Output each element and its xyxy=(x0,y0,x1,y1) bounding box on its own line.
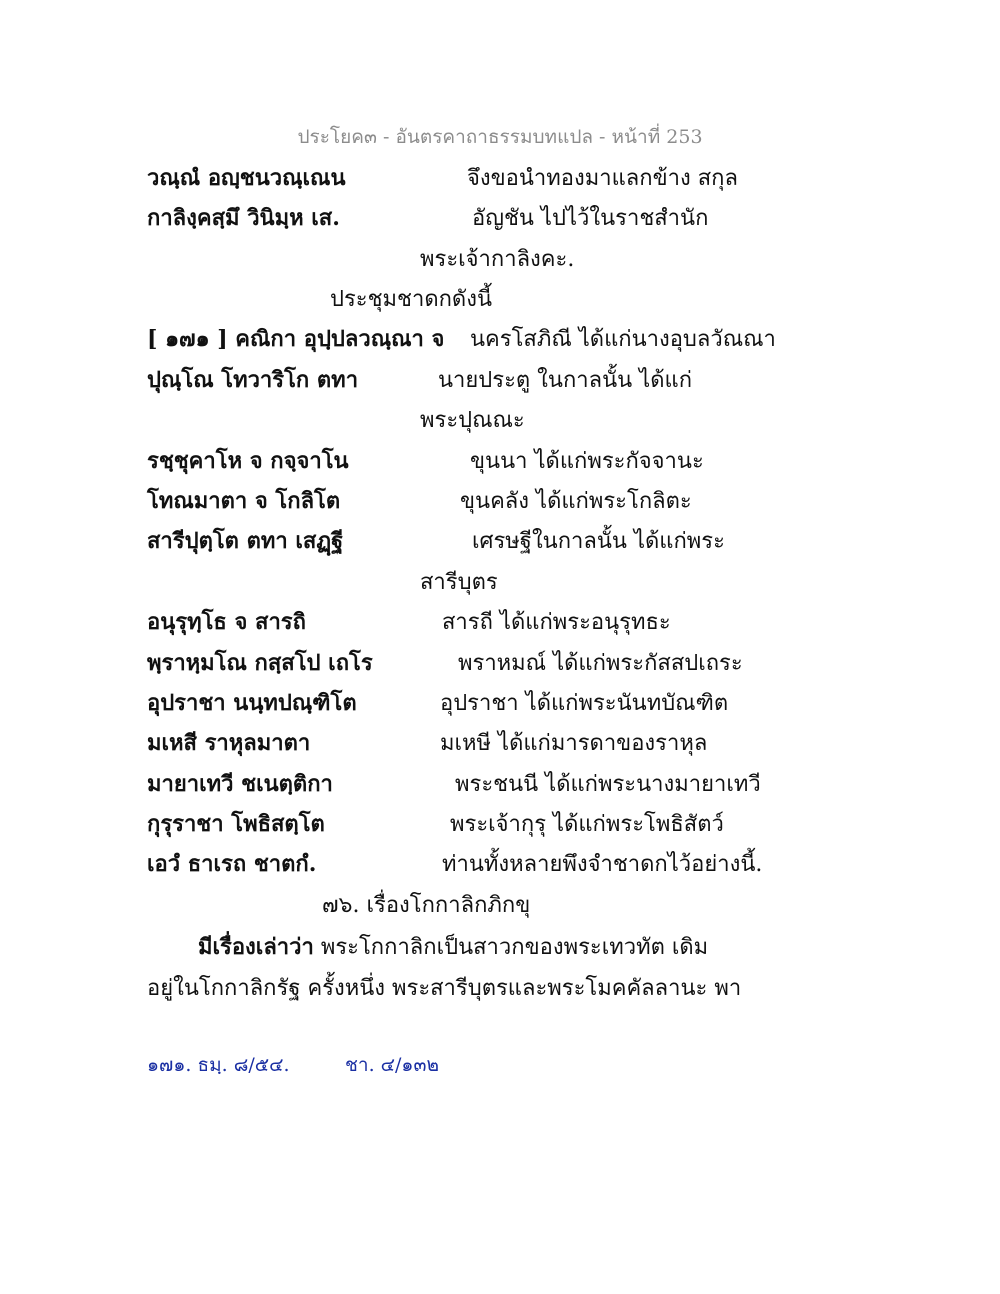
thai-translation-continued: พระปุณณะ xyxy=(420,408,525,433)
story-text: พระโกกาลิกเป็นสาวกของพระเทวทัต เดิม xyxy=(313,935,709,960)
story-paragraph-line xyxy=(198,929,708,964)
verse-row xyxy=(0,241,1000,277)
verse-row xyxy=(0,402,1000,438)
verse-row xyxy=(0,362,1000,398)
pali-verse: กุรุราชา โพธิสตฺโต xyxy=(147,811,325,837)
verse-row xyxy=(0,685,1000,721)
verse-row xyxy=(0,766,1000,802)
pali-verse: มเหสี ราหุลมาตา xyxy=(147,730,311,756)
thai-translation: พระชนนี ได้แก่พระนางมายาเทวี xyxy=(455,772,761,797)
footnote-dhammapada-ref: ๑๗๑. ธมฺ. ๘/๕๔. xyxy=(147,1054,290,1076)
story-title: ๗๖. เรื่องโกกาลิกภิกขุ xyxy=(322,893,531,918)
pali-verse: โทณมาตา จ โกลิโต xyxy=(147,488,341,514)
footnote-jataka-ref: ชา. ๔/๑๓๒ xyxy=(345,1054,439,1076)
thai-translation: นครโสภิณี ได้แก่นางอุบลวัณณา xyxy=(470,327,776,352)
verse-row xyxy=(0,160,1000,196)
thai-translation: ขุนคลัง ได้แก่พระโกลิตะ xyxy=(460,489,692,514)
verse-row xyxy=(0,564,1000,600)
thai-translation-continued: พระเจ้ากาลิงคะ. xyxy=(420,247,575,272)
verse-row xyxy=(0,645,1000,681)
thai-translation: อุปราชา ได้แก่พระนันทบัณฑิต xyxy=(440,691,729,716)
verse-row xyxy=(0,321,1000,357)
thai-translation: มเหษี ได้แก่มารดาของราหุล xyxy=(440,731,708,756)
thai-translation: เศรษฐีในกาลนั้น ได้แก่พระ xyxy=(472,529,725,554)
verse-row xyxy=(0,806,1000,842)
pali-verse: มายาเทวี ชเนตฺติกา xyxy=(147,771,333,797)
thai-translation: พราหมณ์ ได้แก่พระกัสสปเถระ xyxy=(458,651,743,676)
verse-row xyxy=(0,200,1000,236)
story-text: อยู่ในโกกาลิกรัฐ ครั้งหนึ่ง พระสารีบุตรและพระโมคคัลลานะ พา xyxy=(147,976,742,1001)
pali-verse: พฺราหฺมโณ กสฺสโป เถโร xyxy=(147,650,373,676)
verse-row xyxy=(0,604,1000,640)
pali-verse: เอวํ ธาเรถ ชาตกํ. xyxy=(147,851,317,877)
story-title-row xyxy=(0,887,1000,923)
story-lead: มีเรื่องเล่าว่า xyxy=(198,934,314,960)
thai-translation: พระเจ้ากุรุ ได้แก่พระโพธิสัตว์ xyxy=(450,812,724,837)
thai-translation: ขุนนา ได้แก่พระกัจจานะ xyxy=(470,449,704,474)
thai-translation: อัญชัน ไปไว้ในราชสำนัก xyxy=(472,206,709,231)
pali-verse: ปุณฺโณ โทวาริโก ตทา xyxy=(147,367,359,393)
pali-verse: กาลิงฺคสฺมึ วินิมฺห เส. xyxy=(147,205,340,231)
thai-translation-continued: สารีบุตร xyxy=(420,570,498,595)
summary-heading: ประชุมชาดกดังนี้ xyxy=(330,287,492,312)
verse-row xyxy=(0,725,1000,761)
pali-verse: สารีปุตฺโต ตทา เสฏฺฐี xyxy=(147,528,344,554)
thai-translation: จึงขอนำทองมาแลกข้าง สกุล xyxy=(467,166,738,191)
summary-heading-row xyxy=(0,281,1000,317)
thai-translation: สารถี ได้แก่พระอนุรุทธะ xyxy=(442,610,671,635)
verse-row xyxy=(0,483,1000,519)
thai-translation: นายประตู ในกาลนั้น ได้แก่ xyxy=(438,368,693,393)
pali-verse: วณฺณํ อญฺชนวณฺเณน xyxy=(147,165,346,191)
verse-row xyxy=(0,443,1000,479)
thai-translation: ท่านทั้งหลายพึงจำชาดกไว้อย่างนี้. xyxy=(442,852,763,877)
story-paragraph-line xyxy=(147,970,741,1005)
verse-row xyxy=(0,846,1000,882)
page-header: ประโยค๓ - อันตรคาถาธรรมบทแปล - หน้าที่ 253 xyxy=(297,126,703,148)
verse-row xyxy=(0,523,1000,559)
pali-verse: รชฺชุคาโห จ กจฺจาโน xyxy=(147,448,349,474)
pali-verse: อุปราชา นนฺทปณฺฑิโต xyxy=(147,690,357,716)
pali-verse: [ ๑๗๑ ] คณิกา อุปฺปลวณฺณา จ xyxy=(147,326,445,352)
pali-verse: อนุรุทฺโธ จ สารถิ xyxy=(147,609,306,635)
